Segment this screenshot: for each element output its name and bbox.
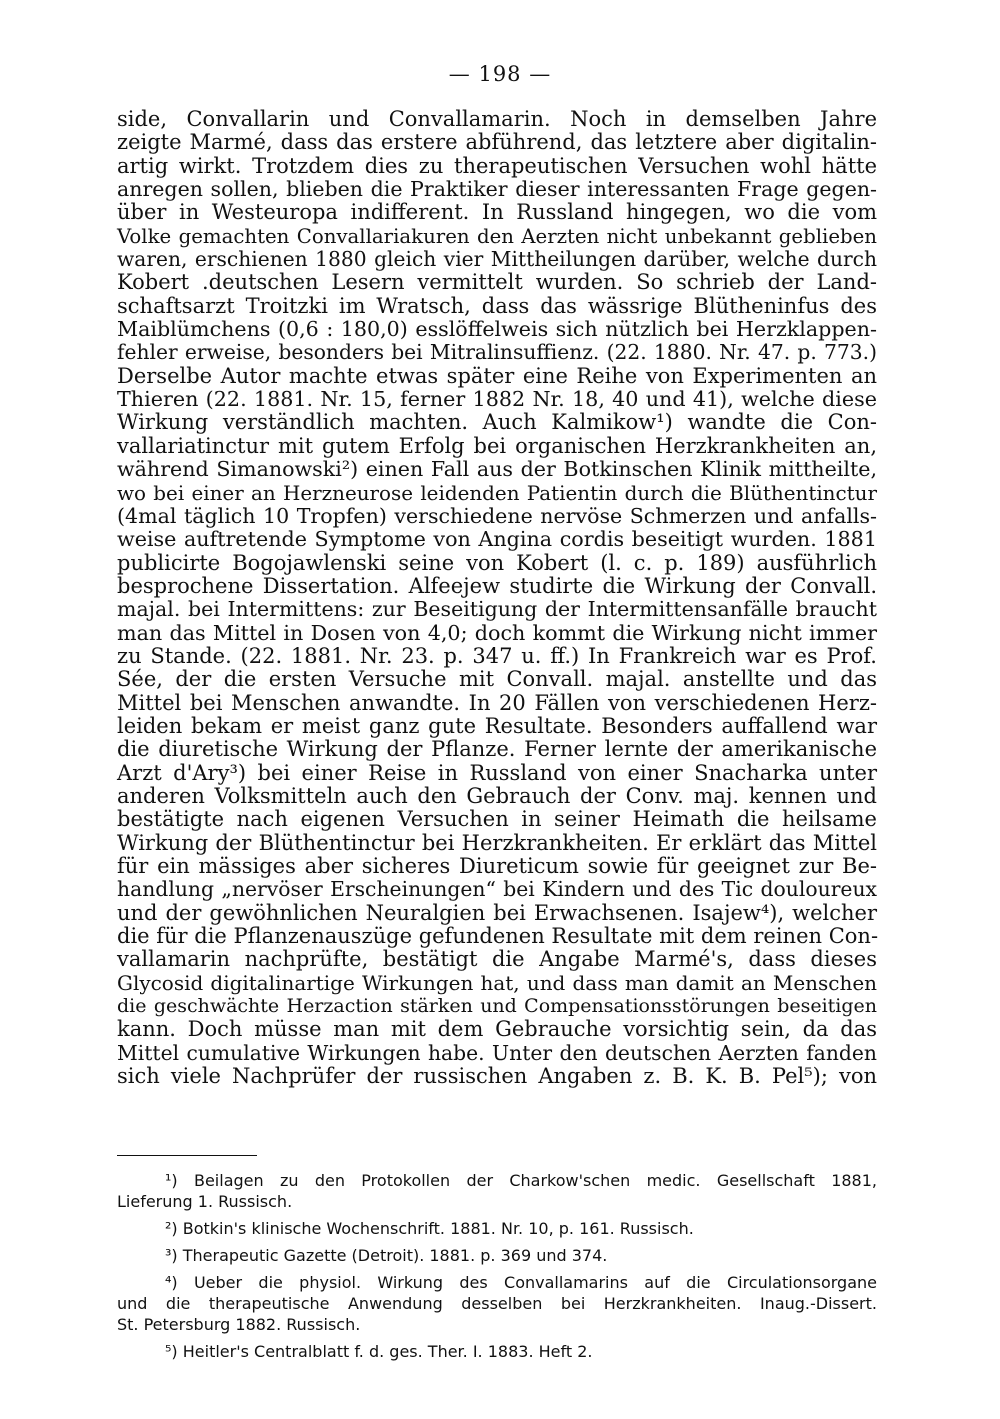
footnote-line: ²) Botkin's klinische Wochenschrift. 1881. Nr. 10, p. 161. Russisch.: [165, 1219, 694, 1238]
footnote-line: ¹) Beilagen zu den Protokollen der Charkow'schen medic. Gesellschaft 1881,: [165, 1171, 877, 1190]
body-line: bestätigte nach eigenen Versuchen in seiner Heimath die heilsame: [117, 807, 877, 832]
body-line: schaftsarzt Troitzki im Wratsch, dass das wässrige Blütheninfus des: [117, 293, 877, 318]
footnote-line: ³) Therapeutic Gazette (Detroit). 1881. p. 369 und 374.: [165, 1246, 608, 1265]
body-line: besprochene Dissertation. Alfeejew studirte die Wirkung der Convall.: [117, 573, 877, 598]
footnotes: [117, 1170, 877, 1362]
footnote-line: ⁴) Ueber die physiol. Wirkung des Convallamarins auf die Circulationsorgane: [165, 1273, 877, 1292]
body-line: Wirkung verständlich machten. Auch Kalmikow¹) wandte die Con-: [117, 410, 877, 435]
body-line: wo bei einer an Herzneurose leidenden Patientin durch die Blüthentinctur: [117, 481, 877, 505]
body-line: zu Stande. (22. 1881. Nr. 23. p. 347 u. ff.) In Frankreich war es Prof.: [117, 643, 877, 668]
body-line: Derselbe Autor machte etwas später eine Reihe von Experimenten an: [117, 363, 877, 388]
body-line: weise auftretende Symptome von Angina cordis beseitigt wurden. 1881: [117, 527, 877, 552]
footnote-4: [117, 1272, 877, 1335]
body-line: für ein mässiges aber sicheres Diureticum sowie für geeignet zur Be-: [117, 854, 877, 878]
body-line: handlung „nervöser Erscheinungen“ bei Kindern und des Tic douloureux: [117, 877, 877, 902]
body-line: Mittel cumulative Wirkungen habe. Unter den deutschen Aerzten fanden: [117, 1040, 877, 1065]
body-line: fehler erweise, besonders bei Mitralinsuffienz. (22. 1880. Nr. 47. p. 773.): [117, 340, 877, 365]
body-line: leiden bekam er meist ganz gute Resultate. Besonders auffallend war: [117, 713, 877, 738]
body-line: publicirte Bogojawlenski seine von Kobert (l. c. p. 189) ausführlich: [117, 550, 877, 575]
body-line: Thieren (22. 1881. Nr. 15, ferner 1882 Nr. 18, 40 und 41), welche diese: [117, 387, 877, 412]
body-line: zeigte Marmé, dass das erstere abführend, das letztere aber digitalin-: [117, 130, 877, 155]
body-line: waren, erschienen 1880 gleich vier Mittheilungen darüber, welche durch: [117, 247, 877, 272]
body-line: die für die Pflanzenauszüge gefundenen Resultate mit dem reinen Con-: [117, 924, 879, 949]
body-line: anderen Volksmitteln auch den Gebrauch der Conv. maj. kennen und: [117, 783, 877, 808]
body-line: man das Mittel in Dosen von 4,0; doch kommt die Wirkung nicht immer: [117, 620, 877, 645]
body-line: Arzt d'Ary³) bei einer Reise in Russland von einer Snacharka unter: [117, 760, 877, 785]
footnote-3: [117, 1245, 877, 1266]
body-line: Volke gemachten Convallariakuren den Aerzten nicht unbekannt geblieben: [117, 224, 877, 248]
body-line: und der gewöhnlichen Neuralgien bei Erwachsenen. Isajew⁴), welcher: [117, 900, 877, 925]
page-number: — 198 —: [448, 62, 552, 86]
footnote-line: ⁵) Heitler's Centralblatt f. d. ges. Ther. I. 1883. Heft 2.: [165, 1342, 593, 1361]
body-line: Kobert .deutschen Lesern vermittelt wurden. So schrieb der Land-: [117, 270, 877, 295]
footnote-divider: [117, 1155, 257, 1156]
body-line: die geschwächte Herzaction stärken und Compensationsstörungen beseitigen: [117, 995, 877, 1018]
footnote-5: [117, 1341, 877, 1362]
footnote-line: und die therapeutische Anwendung desselben bei Herzkrankheiten. Inaug.-Dissert.: [117, 1294, 877, 1313]
footnote-line: St. Petersburg 1882. Russisch.: [117, 1315, 361, 1334]
footnote-1: [117, 1170, 877, 1212]
body-line: über in Westeuropa indifferent. In Russland hingegen, wo die vom: [117, 200, 877, 225]
body-line: (4mal täglich 10 Tropfen) verschiedene nervöse Schmerzen und anfalls-: [117, 503, 877, 528]
body-line: side, Convallarin und Convallamarin. Noch in demselben Jahre: [117, 107, 877, 131]
footnote-2: [117, 1218, 877, 1239]
body-line: vallariatinctur mit gutem Erfolg bei organischen Herzkrankheiten an,: [117, 433, 877, 458]
body-line: Sée, der die ersten Versuche mit Convall. majal. anstellte und das: [117, 667, 877, 692]
body-line: vallamarin nachprüfte, bestätigt die Angabe Marmé's, dass dieses: [117, 947, 877, 972]
body-line: Maiblümchens (0,6 : 180,0) esslöffelweis sich nützlich bei Herzklappen-: [117, 317, 877, 342]
body-line: kann. Doch müsse man mit dem Gebrauche vorsichtig sein, da das: [117, 1017, 877, 1042]
body-line: artig wirkt. Trotzdem dies zu therapeutischen Versuchen wohl hätte: [117, 153, 877, 178]
body-line: sich viele Nachprüfer der russischen Angaben z. B. K. B. Pel⁵); von: [117, 1064, 877, 1089]
body-line: die diuretische Wirkung der Pflanze. Ferner lernte der amerikanische: [117, 737, 877, 762]
body-text: [117, 108, 877, 1088]
body-line: während Simanowski²) einen Fall aus der Botkinschen Klinik mittheilte,: [117, 457, 877, 482]
body-line: anregen sollen, blieben die Praktiker dieser interessanten Frage gegen-: [117, 177, 877, 202]
body-line: majal. bei Intermittens: zur Beseitigung der Intermittensanfälle braucht: [117, 597, 877, 622]
footnote-line: Lieferung 1. Russisch.: [117, 1192, 293, 1211]
body-line: Mittel bei Menschen anwandte. In 20 Fällen von verschiedenen Herz-: [117, 690, 877, 715]
body-line: Glycosid digitalinartige Wirkungen hat, und dass man damit an Menschen: [117, 970, 877, 995]
body-line: Wirkung der Blüthentinctur bei Herzkrankheiten. Er erklärt das Mittel: [117, 830, 877, 855]
